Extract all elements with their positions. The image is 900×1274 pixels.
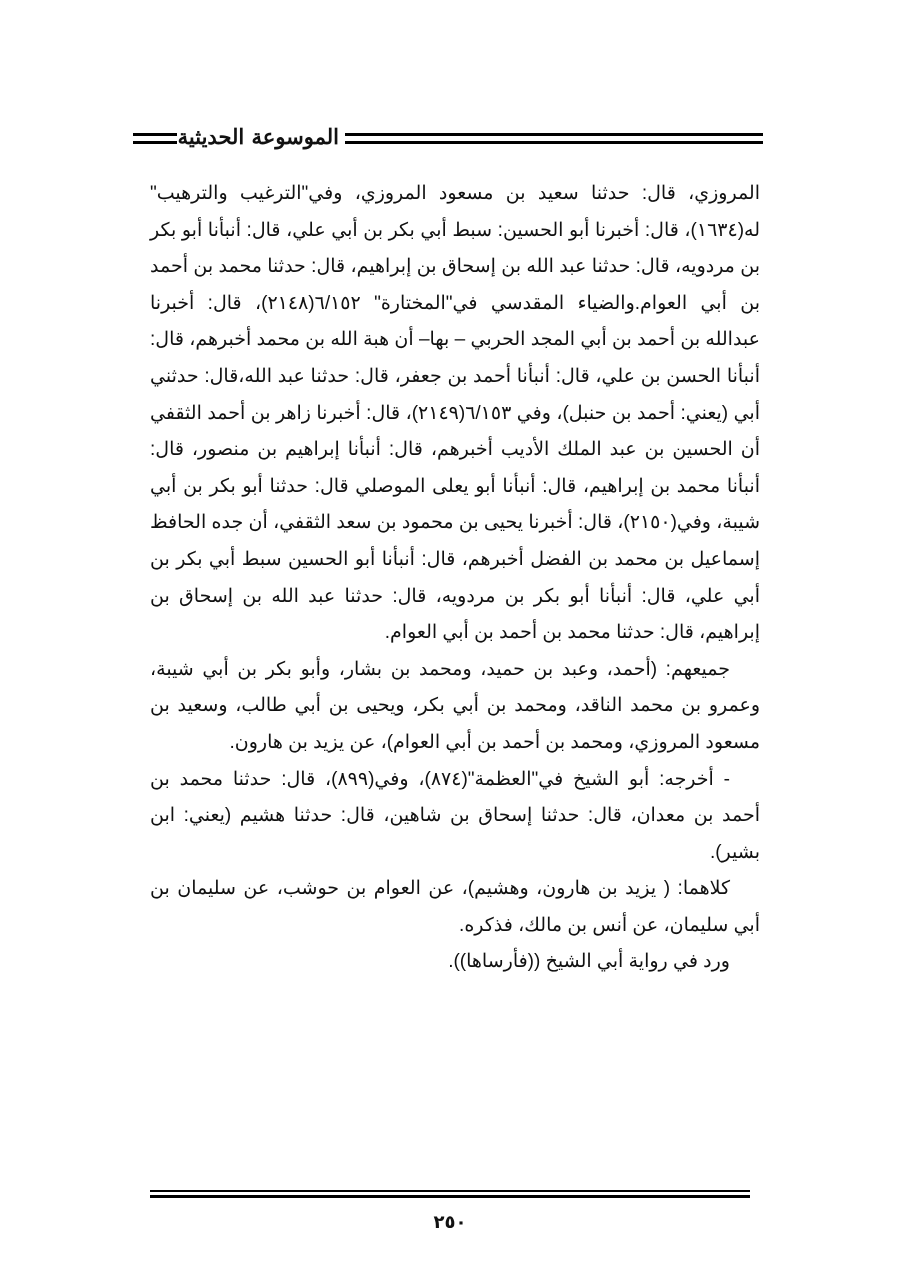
page-number: ٢٥٠ <box>433 1212 467 1233</box>
footer-divider <box>150 1190 750 1201</box>
header-rule <box>345 141 763 144</box>
paragraph: ورد في رواية أبي الشيخ ((فأرساها)). <box>448 951 730 973</box>
header-rule <box>133 141 177 144</box>
paragraph: المروزي، قال: حدثنا سعيد بن مسعود المروزي، وفي"الترغيب والترهيب" له(١٦٣٤)، قال: أخبرنا أبو الحسين: سبط أبي بكر بن أبي علي، قال: أنبأنا أبو بكر بن مردويه، قال: حدثنا عبد الله بن إسحاق بن إبراهيم، قال: حدثنا محمد بن أحمد بن أبي العوام.والضياء المقدسي في"المختارة" ٦/١٥٢(٢١٤٨)، قال: أخبرنا عبدالله بن أحمد بن أبي المجد الحربي – بها– أن هبة الله بن محمد أخبرهم، قال: أنبأنا الحسن بن علي، قال: أنبأنا أحمد بن جعفر، قال: حدثنا عبد الله،قال: حدثني أبي (يعني: أحمد بن حنبل)، وفي ٦/١٥٣(٢١٤٩)، قال: أخبرنا زاهر بن أحمد الثقفي أن الحسين بن عبد الملك الأديب أخبرهم، قال: أنبأنا إبراهيم بن منصور، قال: أنبأنا محمد بن إبراهيم، قال: أنبأنا أبو يعلى الموصلي قال: حدثنا أبو بكر بن أبي شيبة، وفي(٢١٥٠)، قال: أخبرنا يحيى بن محمود بن سعد الثقفي، أن جده الحافظ إسماعيل بن محمد بن الفضل أخبرهم، قال: أنبأنا أبو الحسين سبط أبي بكر بن أبي علي، قال: أنبأنا أبو بكر بن مردويه، قال: حدثنا عبد الله بن إسحاق بن إبراهيم، قال: حدثنا محمد بن أحمد بن أبي العوام. <box>150 183 761 644</box>
paragraph: كلاهما: ( يزيد بن هارون، وهشيم)، عن العوام بن حوشب، عن سليمان بن أبي سليمان، عن أنس بن مالك، فذكره. <box>150 878 760 936</box>
footer-rule <box>150 1195 750 1198</box>
header-rule <box>133 133 177 136</box>
header-rule <box>345 133 763 136</box>
footer-rule <box>150 1190 750 1192</box>
paragraph: - أخرجه: أبو الشيخ في"العظمة"(٨٧٤)، وفي(٨٩٩)، قال: حدثنا محمد بن أحمد بن معدان، قال: حدثنا إسحاق بن شاهين، قال: حدثنا هشيم (يعني: ابن بشير). <box>150 768 760 863</box>
page-body <box>150 176 760 981</box>
book-title: الموسوعة الحديثية <box>177 124 339 149</box>
paragraph: جميعهم: (أحمد، وعبد بن حميد، ومحمد بن بشار، وأبو بكر بن أبي شيبة، وعمرو بن محمد الناقد، ومحمد بن أبي بكر، ويحيى بن أبي طالب، وسعيد بن مسعود المروزي، ومحمد بن أحمد بن أبي العوام)، عن يزيد بن هارون. <box>150 658 760 753</box>
page-header <box>133 120 763 160</box>
